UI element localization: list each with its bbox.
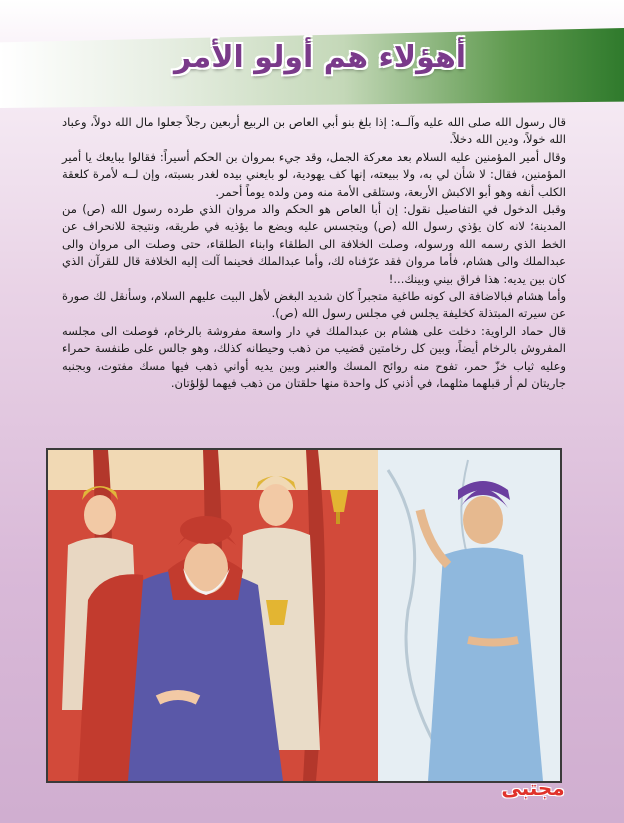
paragraph-1: قال رسول الله صلى الله عليه وآلــه: إذا بلغ بنو أبي العاص بن الربيع أربعين رجلاً جعلوا مال الله دولاً، وعباد الله خولاً، ودين الله دخلاً.: [62, 115, 566, 147]
page-title: أهؤلاء هم أولو الأمر: [173, 40, 467, 75]
court-scene-illustration: [48, 450, 560, 781]
magazine-logo: مجتبى: [501, 776, 565, 800]
paragraph-5: قال حماد الراوية: دخلت على هشام بن عبدالملك في دار واسعة مفروشة بالرخام، فوصلت الى مجلسه المفروش بالرخام أيضاً، وبين كل رخامتين قضيب من ذهب وحيطانه كذلك، وهو جالس على طنفسة حمراء وعليه ثياب خزّ حمر، تفوح منه روائح المسك والعنبر وبين يديه أواني ذهب فيها مسك مفتوت، وبجنبه جاريتان لم أر قبلهما مثلهما، في أذني كل واحدة منها حلقتان من ذهب فيهما لؤلؤتان.: [62, 323, 566, 391]
paragraph-4: وأما هشام فبالاضافة الى كونه طاغية متجبراً كان شديد البغض لأهل البيت عليهم السلام، وسأنقل لك صورة عن سيرته المبتذلة كخليفة يجلس في مجلس رسول الله (ص).: [62, 289, 566, 321]
article-body: [62, 114, 566, 393]
paragraph-3: وقبل الدخول في التفاصيل نقول: إن أبا العاص هو الحكم والد مروان الذي طرده رسول الله (ص) من المدينة؛ لانه كان يؤذي رسول الله (ص) ويتجسس عليه ويضع ما يؤذيه في طريقه، ونتيجة للانحراف عن الخط الذي رسمه الله ورسوله، وصلت الخلافة الى الطلقاء وابناء الطلقاء، حتى وصلت الى مروان والى عبدالملك والى هشام، فأما مروان فقد عرّفناه لك، وأما عبدالملك فحينما آلت إليه الخلافة قال للقرآن الذي كان بين يديه: هذا فراق بيني وبينك...!: [62, 202, 566, 286]
story-illustration: [46, 448, 562, 783]
paragraph-2: وقال أمير المؤمنين عليه السلام بعد معركة الجمل، وقد جيء بمروان بن الحكم أسيراً: فقالوا يبايعك يا أمير المؤمنين، فقال: لا شأن لي به، ولا ببيعته، إنها كف يهودية، لو بايعني بيده لغدر بسبته، وإن لــه لأمرة كلعقة الكلب أنفه وهو أبو الاكبش الأربعة، وستلقى الأمة منه ومن ولده يوماً أحمر.: [62, 149, 566, 199]
